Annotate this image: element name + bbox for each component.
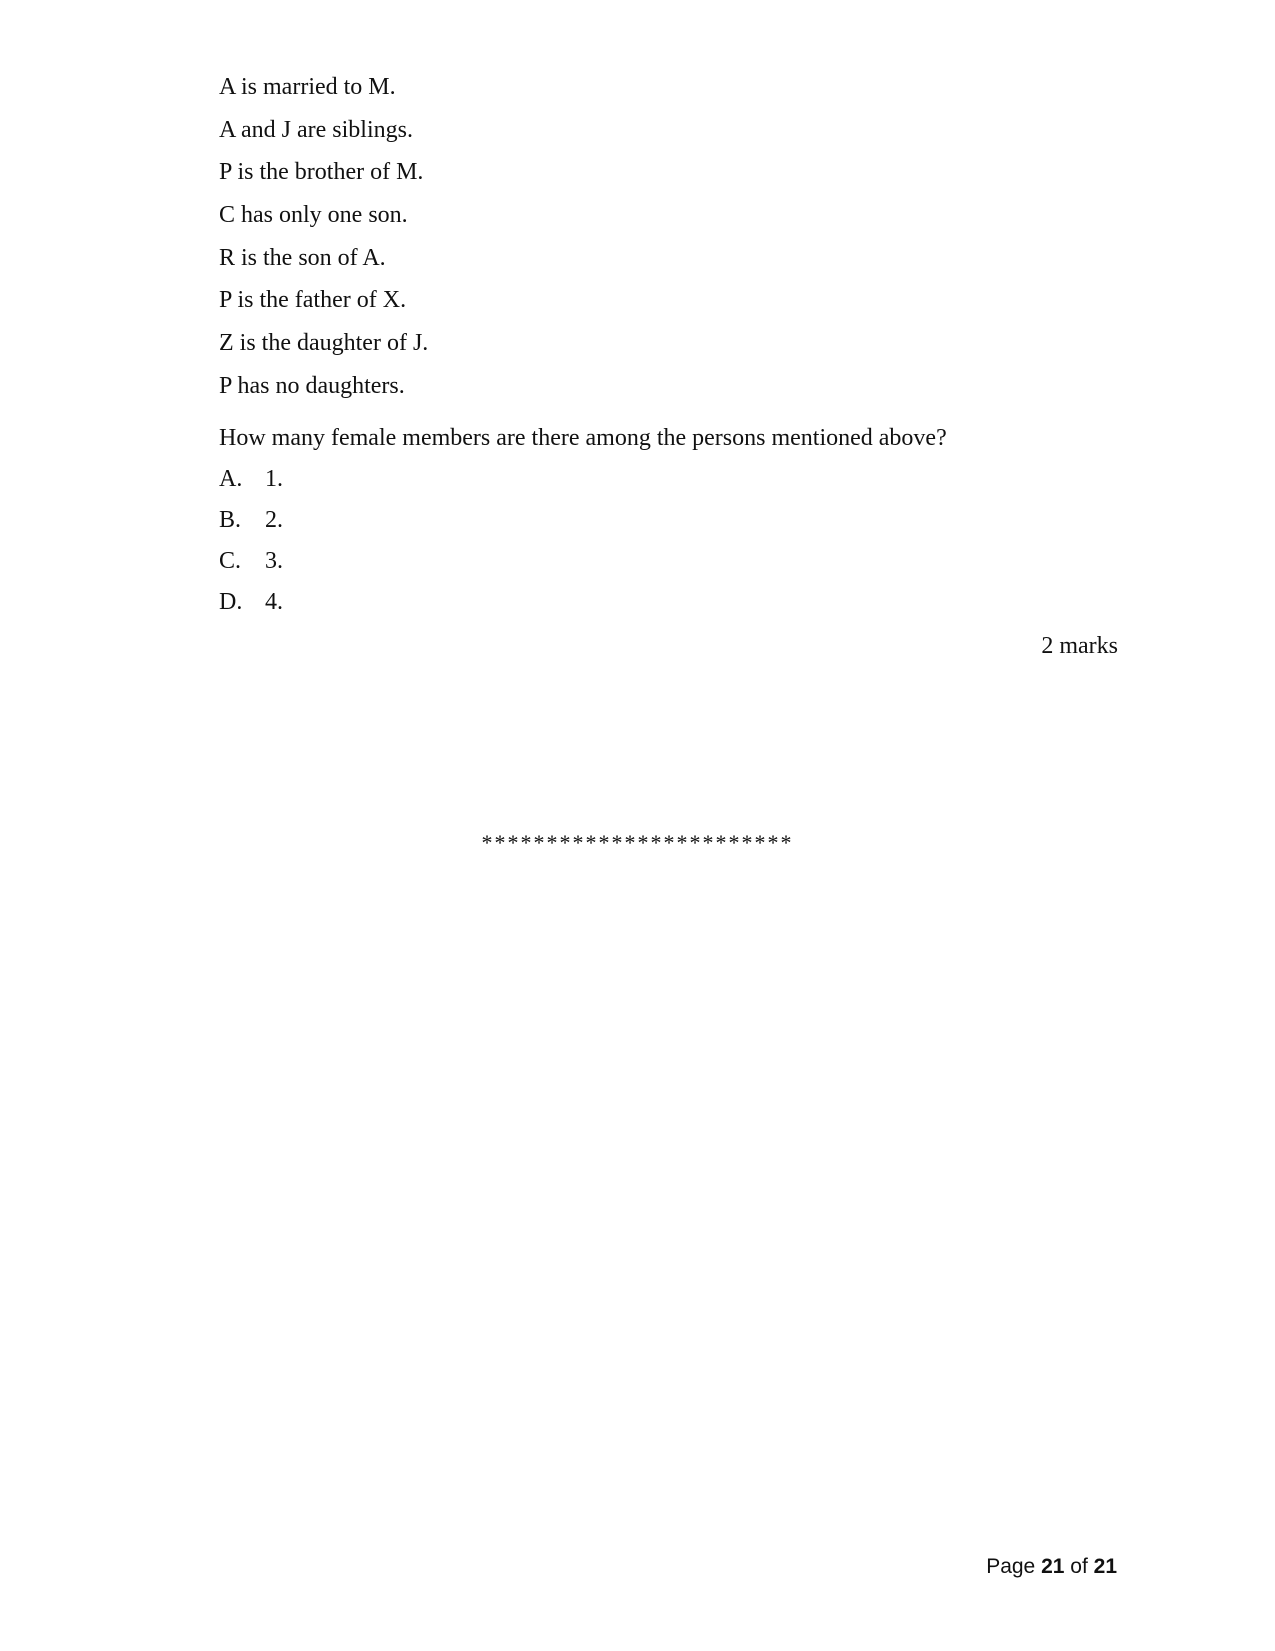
footer-current-page: 21 — [1041, 1555, 1065, 1578]
option-a-letter: A. — [219, 466, 243, 492]
statement-8: P has no daughters. — [219, 373, 405, 399]
option-c-value: 3. — [265, 548, 283, 574]
statement-2: A and J are siblings. — [219, 117, 413, 143]
footer-page-word: Page — [986, 1555, 1036, 1578]
statement-5: R is the son of A. — [219, 245, 386, 271]
page-footer — [986, 1555, 1117, 1579]
statement-1: A is married to M. — [219, 74, 396, 100]
option-b-value: 2. — [265, 507, 283, 533]
option-b-letter: B. — [219, 507, 242, 533]
question-text: How many female members are there among the persons mentioned above? — [219, 425, 947, 451]
statement-6: P is the father of X. — [219, 287, 407, 313]
option-d-value: 4. — [265, 589, 283, 615]
marks-label: 2 marks — [1041, 633, 1118, 659]
option-c-letter: C. — [219, 548, 242, 574]
option-a-value: 1. — [265, 466, 283, 492]
footer-of-word: of — [1070, 1555, 1088, 1578]
statement-3: P is the brother of M. — [219, 159, 424, 185]
statement-4: C has only one son. — [219, 202, 408, 228]
option-d-letter: D. — [219, 589, 243, 615]
statement-7: Z is the daughter of J. — [219, 330, 429, 356]
section-separator: ************************ — [481, 830, 794, 855]
footer-total-pages: 21 — [1093, 1555, 1117, 1578]
